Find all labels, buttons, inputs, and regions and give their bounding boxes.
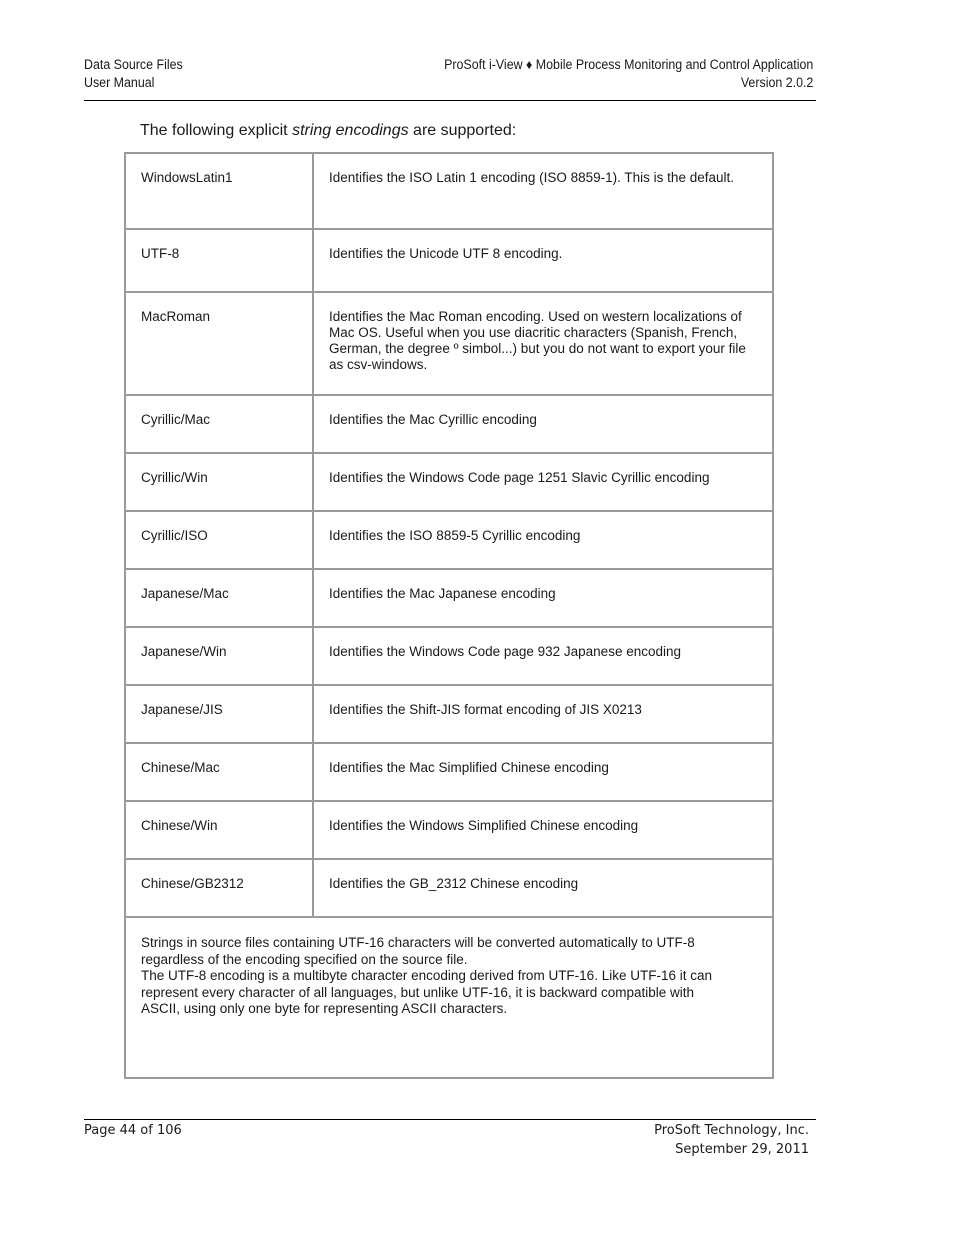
encoding-name: Japanese/JIS <box>125 685 313 743</box>
encoding-name: MacRoman <box>125 292 313 395</box>
table-row <box>125 627 773 685</box>
encoding-description: Identifies the ISO Latin 1 encoding (ISO 8859-1). This is the default. <box>313 153 773 229</box>
encoding-description: Identifies the GB_2312 Chinese encoding <box>313 859 773 917</box>
encoding-name: Chinese/Win <box>125 801 313 859</box>
encoding-name: Japanese/Mac <box>125 569 313 627</box>
note-cell <box>125 917 773 1078</box>
encoding-name: Cyrillic/ISO <box>125 511 313 569</box>
table-row <box>125 743 773 801</box>
product-title: ProSoft i-View ♦ Mobile Process Monitoring and Control Application <box>443 57 813 72</box>
encoding-name: Chinese/GB2312 <box>125 859 313 917</box>
note-row <box>125 917 773 1078</box>
publication-date: September 29, 2011 <box>675 1142 809 1157</box>
header-divider <box>84 100 816 101</box>
encoding-description: Identifies the Mac Japanese encoding <box>313 569 773 627</box>
encoding-description: Identifies the ISO 8859-5 Cyrillic encoding <box>313 511 773 569</box>
table-row <box>125 685 773 743</box>
encoding-description: Identifies the Windows Code page 932 Japanese encoding <box>313 627 773 685</box>
table-row <box>125 395 773 453</box>
encoding-name: WindowsLatin1 <box>125 153 313 229</box>
encodings-table <box>124 152 774 1079</box>
encoding-description: Identifies the Mac Roman encoding. Used on western localizations of Mac OS. Useful when you use diacritic characters (Spanish, French, German, the degree º simbol...) but you do not want to export your file as csv-windows. <box>313 292 773 395</box>
table-row <box>125 511 773 569</box>
note-paragraph: The UTF-8 encoding is a multibyte character encoding derived from UTF-16. Like UTF-16 it can represent every character of all languages, but unlike UTF-16, it is backward compatible with ASCII, using only one byte for representing ASCII characters. <box>141 968 712 1016</box>
encoding-description: Identifies the Mac Simplified Chinese encoding <box>313 743 773 801</box>
encoding-description: Identifies the Windows Code page 1251 Slavic Cyrillic encoding <box>313 453 773 511</box>
table-row <box>125 153 773 229</box>
header-right <box>444 56 813 92</box>
footer-divider <box>84 1119 816 1120</box>
table-row <box>125 292 773 395</box>
encoding-description: Identifies the Shift-JIS format encoding of JIS X0213 <box>313 685 773 743</box>
note-paragraph: Strings in source files containing UTF-16 characters will be converted automatically to UTF-8 regardless of the encoding specified on the source file. <box>141 935 695 967</box>
encoding-name: Chinese/Mac <box>125 743 313 801</box>
encoding-description: Identifies the Windows Simplified Chinese encoding <box>313 801 773 859</box>
encoding-name: UTF-8 <box>125 229 313 292</box>
encoding-description: Identifies the Unicode UTF 8 encoding. <box>313 229 773 292</box>
intro-sentence <box>140 121 516 141</box>
section-title: Data Source Files <box>84 57 183 72</box>
table-row <box>125 569 773 627</box>
intro-text-before: The following explicit <box>140 122 293 139</box>
table-row <box>125 859 773 917</box>
encoding-description: Identifies the Mac Cyrillic encoding <box>313 395 773 453</box>
table-row <box>125 229 773 292</box>
version-label: Version 2.0.2 <box>740 75 813 90</box>
document-type: User Manual <box>84 75 155 90</box>
table-row <box>125 453 773 511</box>
header-left <box>84 56 183 92</box>
encoding-name: Cyrillic/Mac <box>125 395 313 453</box>
intro-text-after: are supported: <box>408 122 517 139</box>
encoding-name: Cyrillic/Win <box>125 453 313 511</box>
page-number: Page 44 of 106 <box>84 1123 182 1138</box>
encoding-name: Japanese/Win <box>125 627 313 685</box>
table-row <box>125 801 773 859</box>
intro-emphasis: string encodings <box>292 122 409 139</box>
footer-right <box>654 1121 809 1159</box>
company-name: ProSoft Technology, Inc. <box>654 1123 809 1138</box>
